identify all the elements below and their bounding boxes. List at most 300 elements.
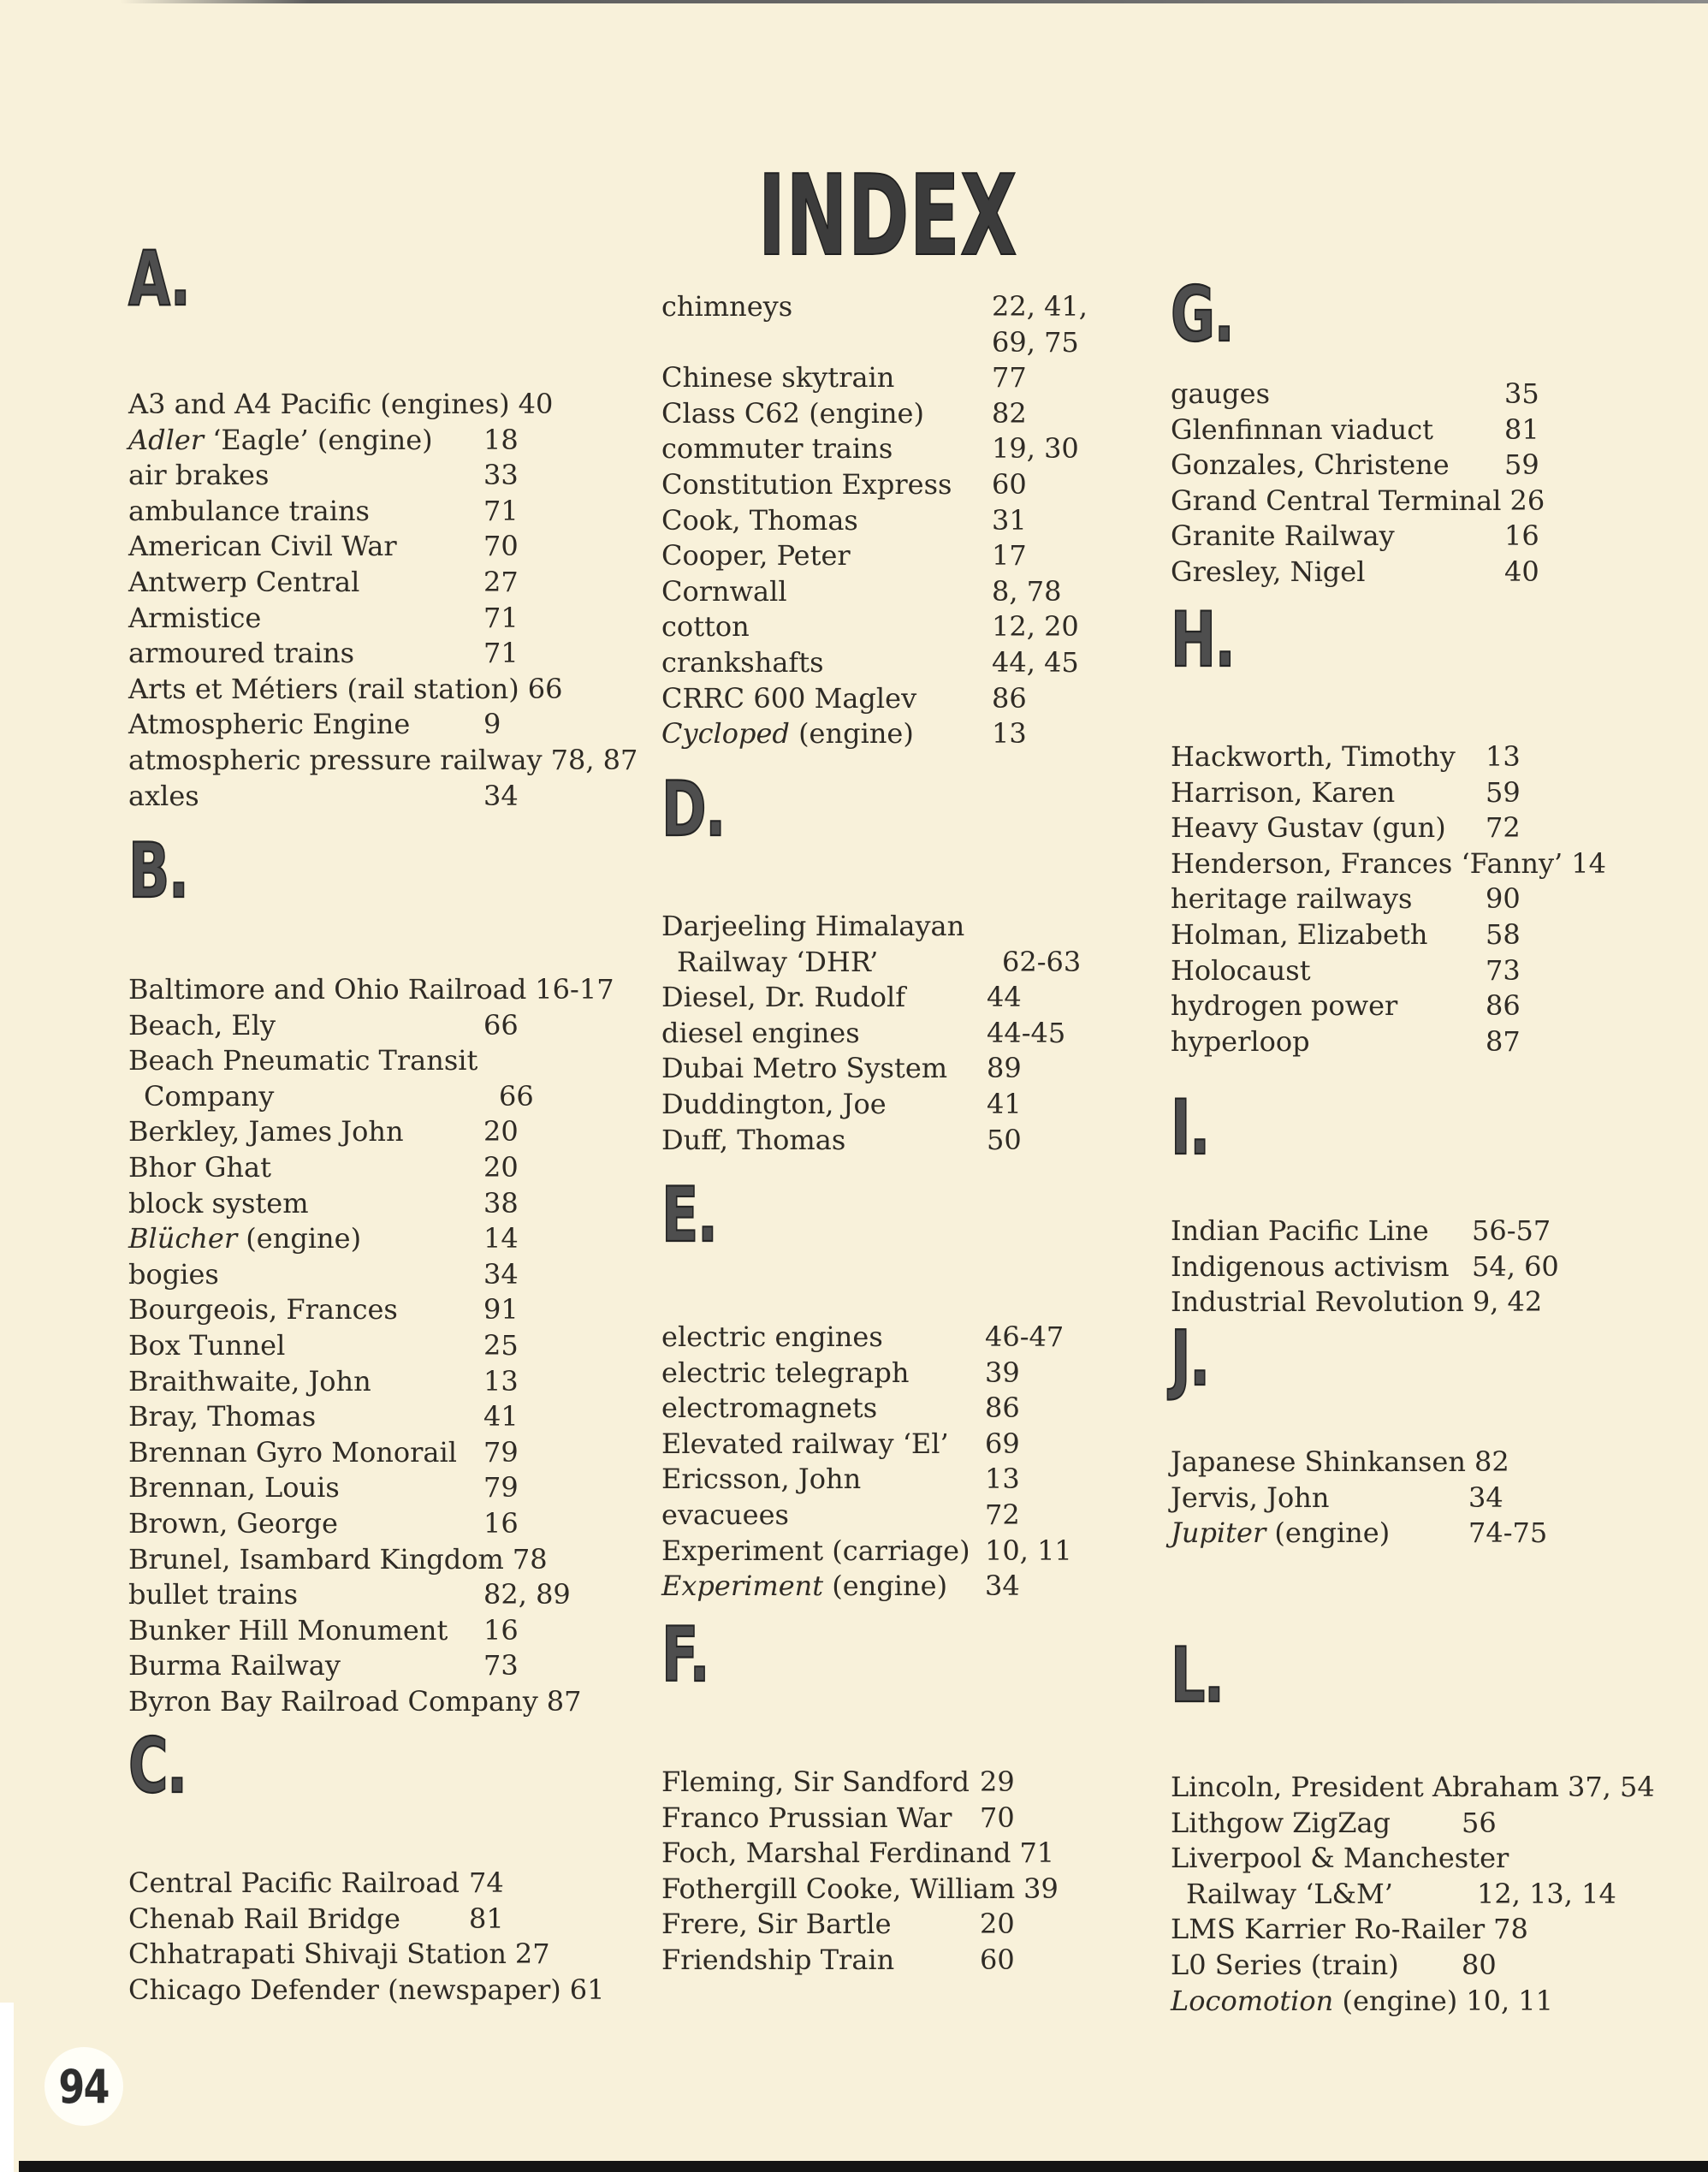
entry-label: armoured trains (128, 637, 354, 670)
section-heading-h: H. (1171, 596, 1235, 684)
section-heading-f: F. (661, 1611, 709, 1699)
entry-label: American Civil War (128, 530, 397, 563)
entry-page-numbers: 16 (483, 1613, 519, 1647)
entry-page-numbers: 66 (499, 1079, 534, 1113)
entry-label: Blücher (engine) (128, 1222, 362, 1255)
entry-page-numbers: 77 (992, 361, 1027, 395)
entry-page-numbers: 66 (527, 672, 563, 705)
entry-label: diesel engines (661, 1016, 860, 1049)
entry-page-numbers: 41 (987, 1087, 1022, 1120)
entry-label: LMS Karrier Ro-Railer (1171, 1913, 1486, 1946)
index-entry (1171, 953, 1606, 989)
index-entry (1171, 412, 1545, 448)
entry-label: Baltimore and Ohio Railroad (128, 973, 527, 1006)
entry-page-numbers: 13 (992, 717, 1027, 751)
entry-label: Cornwall (661, 574, 787, 608)
index-entry (661, 1872, 1059, 1908)
index-entry (661, 1087, 1081, 1123)
index-entry (1171, 1806, 1655, 1842)
entry-page-numbers: 18 (483, 423, 519, 456)
index-entry (661, 431, 1088, 467)
entry-page-numbers: 78 (512, 1542, 548, 1576)
entry-page-numbers: 16 (483, 1506, 519, 1540)
section-heading-e: E. (661, 1171, 717, 1259)
index-entry (1171, 377, 1545, 412)
entry-page-numbers: 13 (483, 1364, 519, 1398)
entry-page-numbers: 71 (483, 494, 519, 527)
paper-left-edge (0, 2003, 14, 2172)
entry-page-numbers: 86 (985, 1392, 1020, 1425)
entry-label: CRRC 600 Maglev (661, 681, 917, 715)
index-entry (128, 1079, 614, 1115)
entry-label: ambulance trains (128, 494, 370, 527)
index-entry (661, 503, 1088, 539)
index-entry (661, 1569, 1072, 1605)
entry-label: Duff, Thomas (661, 1123, 846, 1156)
entry-label: Darjeeling Himalayan (661, 910, 965, 942)
entry-label: Fleming, Sir Sandford (661, 1765, 970, 1798)
entry-page-numbers: 54, 60 (1472, 1249, 1559, 1283)
page-number: 94 (58, 2059, 110, 2114)
index-entry (128, 1684, 614, 1720)
entry-page-numbers: 39 (985, 1356, 1020, 1389)
entry-page-numbers: 69 (985, 1427, 1020, 1460)
index-entry (661, 396, 1088, 432)
entry-label: A3 and A4 Pacific (engines) (128, 388, 510, 420)
index-entry (128, 1542, 614, 1578)
index-entry (128, 1043, 614, 1079)
entry-page-numbers: 19, 30 (992, 432, 1079, 466)
entry-label: hyperloop (1171, 1024, 1310, 1058)
entry-page-numbers: 9, 42 (1472, 1285, 1543, 1319)
entry-page-numbers: 34 (1468, 1481, 1503, 1514)
entry-page-numbers: 13 (985, 1463, 1020, 1496)
entry-label: chimneys (661, 290, 793, 323)
entry-label: crankshafts (661, 645, 824, 679)
entry-label: Railway ‘DHR’ (677, 945, 879, 978)
entry-label: hydrogen power (1171, 989, 1398, 1023)
entry-page-numbers: 72 (1486, 811, 1521, 845)
index-entry (661, 945, 1081, 981)
index-entry (128, 565, 638, 601)
entry-label: Cycloped (engine) (661, 717, 914, 751)
entry-label: atmospheric pressure railway (128, 743, 543, 776)
entry-page-numbers: 80 (1462, 1948, 1497, 1981)
entry-page-numbers: 20 (483, 1150, 519, 1184)
entry-label: Bray, Thomas (128, 1400, 317, 1433)
entry-page-numbers: 79 (483, 1435, 519, 1469)
entry-page-numbers: 74-75 (1468, 1516, 1548, 1550)
index-entry (128, 1399, 614, 1435)
entry-page-numbers: 56 (1462, 1806, 1497, 1839)
index-entry (1171, 775, 1606, 811)
index-entry (128, 529, 638, 565)
index-entry (1171, 1285, 1559, 1320)
entry-page-numbers: 12, 13, 14 (1477, 1877, 1616, 1910)
entry-page-numbers: 12, 20 (992, 610, 1079, 644)
index-entry (128, 1364, 614, 1400)
index-entry (1171, 1214, 1559, 1249)
entry-label: Braithwaite, John (128, 1364, 371, 1398)
entry-page-numbers: 44, 45 (992, 645, 1079, 679)
entry-page-numbers: 81 (469, 1902, 504, 1935)
section-heading-d: D. (661, 765, 725, 853)
index-entry (128, 1257, 614, 1293)
entry-label: Liverpool & Manchester (1171, 1842, 1509, 1875)
entry-label: Indian Pacific Line (1171, 1214, 1429, 1247)
entry-label: Armistice (128, 601, 262, 634)
index-entry (1171, 1877, 1655, 1913)
index-entry (661, 1836, 1059, 1872)
entry-label: Adler ‘Eagle’ (engine) (128, 423, 433, 456)
entry-page-numbers: 40 (518, 388, 554, 420)
index-entry (661, 1907, 1059, 1943)
entry-page-numbers: 34 (985, 1570, 1020, 1603)
entry-page-numbers: 35 (1504, 377, 1539, 410)
entry-page-numbers: 82, 89 (483, 1578, 571, 1611)
entry-label: Gonzales, Christene (1171, 448, 1450, 482)
entry-page-numbers: 34 (483, 779, 519, 812)
entry-page-numbers: 31 (992, 503, 1027, 537)
entry-label: Friendship Train (661, 1943, 895, 1976)
index-entry (128, 636, 638, 672)
entry-label: commuter trains (661, 432, 893, 466)
entry-label: Jupiter (engine) (1171, 1516, 1391, 1550)
index-entry (1171, 846, 1606, 882)
index-entry (1171, 1948, 1655, 1984)
entry-page-numbers: 61 (569, 1973, 605, 2006)
index-entry (1171, 1841, 1655, 1877)
entry-page-numbers: 86 (992, 681, 1027, 715)
entry-label: Antwerp Central (128, 565, 360, 598)
entry-page-numbers: 13 (1486, 740, 1521, 773)
section-entries-i (1171, 1214, 1559, 1320)
entry-label: Holocaust (1171, 953, 1311, 987)
entry-label: L0 Series (train) (1171, 1948, 1399, 1981)
entry-label: Constitution Express (661, 467, 952, 501)
entry-page-numbers: 40 (1504, 555, 1539, 588)
index-entry (661, 1765, 1059, 1801)
entry-page-numbers: 89 (987, 1052, 1022, 1085)
entry-label: Industrial Revolution (1171, 1285, 1464, 1319)
entry-page-numbers: 58 (1486, 917, 1521, 951)
entry-label: Hackworth, Timothy (1171, 740, 1456, 773)
entry-page-numbers: 70 (980, 1801, 1015, 1834)
entry-label: Box Tunnel (128, 1328, 286, 1362)
entry-label: Fothergill Cooke, William (661, 1872, 1016, 1905)
section-heading-b: B. (128, 827, 188, 915)
entry-label: Granite Railway (1171, 519, 1395, 553)
entry-label: heritage railways (1171, 882, 1413, 916)
entry-page-numbers: 20 (483, 1115, 519, 1148)
index-entry (128, 743, 638, 779)
index-entry (1171, 881, 1606, 917)
index-entry (661, 1123, 1081, 1159)
index-entry (128, 1221, 614, 1257)
index-entry (128, 1902, 604, 1938)
entry-page-numbers: 91 (483, 1293, 519, 1326)
index-entry (661, 538, 1088, 574)
entry-page-numbers: 87 (1486, 1024, 1521, 1058)
entry-page-numbers: 60 (992, 467, 1027, 501)
entry-page-numbers: 74 (469, 1866, 504, 1899)
entry-label: Holman, Elizabeth (1171, 917, 1428, 951)
entry-page-numbers: 62-63 (1002, 945, 1082, 978)
index-entry (1171, 448, 1545, 484)
entry-label: Experiment (carriage) (661, 1534, 970, 1567)
entry-page-numbers: 66 (483, 1008, 519, 1041)
entry-page-numbers: 33 (483, 459, 519, 492)
entry-label: Henderson, Frances ‘Fanny’ (1171, 846, 1563, 880)
entry-label: axles (128, 779, 199, 812)
entry-label: Lithgow ZigZag (1171, 1806, 1391, 1839)
entry-label: Bhor Ghat (128, 1150, 271, 1184)
entry-page-numbers: 8, 78 (992, 574, 1062, 608)
index-entry (1171, 484, 1545, 519)
entry-label: bullet trains (128, 1578, 299, 1611)
section-entries-g (1171, 377, 1545, 590)
entry-page-numbers: 26 (1509, 484, 1545, 517)
entry-label: Byron Bay Railroad Company (128, 1684, 538, 1718)
entry-label: Gresley, Nigel (1171, 555, 1366, 588)
section-entries-c (128, 1866, 604, 2008)
page-number-badge (44, 2047, 123, 2126)
entry-label: Beach Pneumatic Transit (128, 1044, 478, 1077)
entry-page-numbers: 78 (1493, 1913, 1528, 1946)
entry-label: Central Pacific Railroad (128, 1866, 460, 1899)
section-entries-c-continued (661, 289, 1088, 752)
index-entry (661, 609, 1088, 645)
entry-page-numbers: 70 (483, 530, 519, 563)
entry-page-numbers: 44-45 (987, 1016, 1066, 1049)
index-entry (1171, 917, 1606, 953)
index-entry (661, 1051, 1081, 1087)
entry-page-numbers: 29 (980, 1765, 1015, 1798)
index-entry (1171, 1770, 1655, 1806)
entry-page-numbers: 10, 11 (1466, 1984, 1554, 2017)
entry-label: bogies (128, 1257, 219, 1291)
index-entry (1171, 1516, 1547, 1552)
index-entry (128, 1435, 614, 1471)
index-entry (661, 980, 1081, 1016)
entry-page-numbers: 44 (987, 981, 1022, 1014)
index-entry (128, 1973, 604, 2009)
entry-page-numbers: 82 (992, 396, 1027, 430)
index-entry (128, 1114, 614, 1150)
entry-label: Diesel, Dr. Rudolf (661, 981, 906, 1014)
index-entry (128, 1150, 614, 1186)
index-entry (128, 458, 638, 494)
index-entry (1171, 1445, 1547, 1481)
index-entry (661, 1801, 1059, 1837)
entry-page-numbers: 16-17 (535, 973, 614, 1006)
entry-label: Arts et Métiers (rail station) (128, 672, 519, 705)
entry-page-numbers: 27 (514, 1938, 550, 1971)
index-entry (128, 972, 614, 1008)
entry-page-numbers: 34 (483, 1257, 519, 1291)
section-entries-j (1171, 1445, 1547, 1552)
entry-label: Locomotion (engine) (1171, 1984, 1458, 2017)
section-entries-f (661, 1765, 1059, 1979)
entry-label: Railway ‘L&M’ (1186, 1877, 1393, 1910)
entry-page-numbers: 10, 11 (985, 1534, 1072, 1567)
index-entry (128, 1577, 614, 1613)
index-entry (128, 1937, 604, 1973)
entry-label: electromagnets (661, 1392, 878, 1425)
entry-page-numbers: 41 (483, 1400, 519, 1433)
index-entry (661, 360, 1088, 396)
entry-page-numbers: 9 (483, 708, 501, 741)
entry-label: Grand Central Terminal (1171, 484, 1502, 517)
entry-label: Dubai Metro System (661, 1052, 948, 1085)
index-entry (661, 1534, 1072, 1570)
entry-label: electric telegraph (661, 1356, 910, 1389)
entry-page-numbers: 69, 75 (992, 325, 1079, 359)
entry-page-numbers: 14 (483, 1222, 519, 1255)
entry-page-numbers: 60 (980, 1943, 1015, 1976)
entry-label: Beach, Ely (128, 1008, 276, 1041)
entry-label: electric engines (661, 1320, 883, 1353)
entry-page-numbers: 46-47 (985, 1320, 1065, 1353)
index-entry (1171, 810, 1606, 846)
photo-top-edge (120, 0, 1708, 3)
entry-label: Cooper, Peter (661, 539, 851, 573)
entry-page-numbers: 71 (483, 637, 519, 670)
entry-label: Chenab Rail Bridge (128, 1902, 400, 1935)
section-heading-l: L. (1171, 1631, 1224, 1719)
entry-label: Class C62 (engine) (661, 396, 924, 430)
entry-label (661, 325, 992, 361)
index-entry (1171, 1481, 1547, 1516)
entry-label: Duddington, Joe (661, 1087, 887, 1120)
entry-page-numbers: 87 (546, 1684, 582, 1718)
index-entry (128, 1506, 614, 1542)
entry-page-numbers: 50 (987, 1123, 1022, 1156)
section-entries-e (661, 1320, 1072, 1605)
entry-page-numbers: 39 (1023, 1872, 1059, 1905)
entry-label: Brown, George (128, 1506, 338, 1540)
entry-page-numbers: 22, 41, (992, 290, 1088, 323)
index-entry (661, 289, 1088, 325)
index-entry (661, 1320, 1072, 1356)
entry-page-numbers: 20 (980, 1908, 1015, 1941)
index-entry (1171, 519, 1545, 555)
entry-label: block system (128, 1186, 309, 1220)
index-entry (1171, 988, 1606, 1024)
index-entry (1171, 1984, 1655, 2020)
index-entry (1171, 1024, 1606, 1060)
entry-page-numbers: 27 (483, 565, 519, 598)
entry-page-numbers: 59 (1504, 448, 1539, 482)
index-entry (128, 387, 638, 423)
index-entry (661, 1943, 1059, 1979)
entry-page-numbers: 71 (1019, 1837, 1055, 1870)
index-entry (1171, 1912, 1655, 1948)
entry-page-numbers: 72 (985, 1498, 1020, 1531)
entry-label: Foch, Marshal Ferdinand (661, 1837, 1011, 1870)
section-heading-c: C. (128, 1722, 187, 1810)
entry-label: evacuees (661, 1498, 789, 1531)
section-heading-g: G. (1171, 270, 1234, 359)
section-entries-b (128, 972, 614, 1719)
entry-page-numbers: 17 (992, 539, 1027, 573)
section-heading-i: I. (1171, 1083, 1209, 1172)
index-entry (1171, 739, 1606, 775)
index-entry (661, 574, 1088, 610)
entry-page-numbers: 56-57 (1472, 1214, 1551, 1247)
index-entry (128, 1648, 614, 1684)
index-entry (661, 1356, 1072, 1392)
index-entry (661, 467, 1088, 503)
entry-label: gauges (1171, 377, 1271, 410)
entry-label: Indigenous activism (1171, 1249, 1450, 1283)
entry-label: Experiment (engine) (661, 1570, 948, 1603)
index-entry (128, 601, 638, 637)
entry-label: Berkley, James John (128, 1115, 404, 1148)
index-entry (661, 681, 1088, 717)
entry-label: Brennan Gyro Monorail (128, 1435, 457, 1469)
index-entry (128, 1470, 614, 1506)
entry-label: Brennan, Louis (128, 1471, 340, 1504)
index-entry (661, 1498, 1072, 1534)
section-entries-d (661, 909, 1081, 1158)
index-entry (128, 423, 638, 459)
index-entry (1171, 555, 1545, 590)
index-entry (128, 1292, 614, 1328)
entry-page-numbers: 73 (1486, 953, 1521, 987)
section-entries-a (128, 387, 638, 814)
entry-label: Franco Prussian War (661, 1801, 952, 1834)
entry-label: Brunel, Isambard Kingdom (128, 1542, 504, 1576)
section-heading-j: J. (1171, 1314, 1209, 1403)
entry-page-numbers: 59 (1486, 775, 1521, 809)
entry-page-numbers: 78, 87 (550, 743, 638, 776)
entry-label: Atmospheric Engine (128, 708, 411, 741)
index-entry (661, 1427, 1072, 1463)
entry-page-numbers: 79 (483, 1471, 519, 1504)
index-entry (661, 1391, 1072, 1427)
entry-label: Frere, Sir Bartle (661, 1908, 892, 1941)
photo-bottom-edge (19, 2161, 1708, 2172)
entry-label: Burma Railway (128, 1649, 341, 1682)
entry-page-numbers: 90 (1486, 882, 1521, 916)
entry-page-numbers: 16 (1504, 519, 1539, 553)
entry-label: Bourgeois, Frances (128, 1293, 398, 1326)
entry-page-numbers: 81 (1504, 412, 1539, 446)
index-entry (661, 1016, 1081, 1052)
entry-page-numbers: 73 (483, 1649, 519, 1682)
index-entry (661, 325, 1088, 361)
entry-label: Company (144, 1079, 275, 1113)
entry-page-numbers: 38 (483, 1186, 519, 1220)
entry-label: Cook, Thomas (661, 503, 858, 537)
entry-page-numbers: 82 (1474, 1445, 1509, 1478)
entry-label: Bunker Hill Monument (128, 1613, 448, 1647)
index-entry (128, 1328, 614, 1364)
entry-label: Japanese Shinkansen (1171, 1445, 1466, 1478)
section-heading-a: A. (128, 234, 190, 323)
entry-page-numbers: 14 (1571, 846, 1606, 880)
index-entry (1171, 1249, 1559, 1285)
entry-page-numbers: 86 (1486, 989, 1521, 1023)
index-entry (661, 645, 1088, 681)
entry-label: Harrison, Karen (1171, 775, 1396, 809)
index-entry (128, 1008, 614, 1044)
section-entries-h (1171, 739, 1606, 1059)
entry-label: Chinese skytrain (661, 361, 895, 395)
index-entry (661, 909, 1081, 945)
index-entry (128, 494, 638, 530)
